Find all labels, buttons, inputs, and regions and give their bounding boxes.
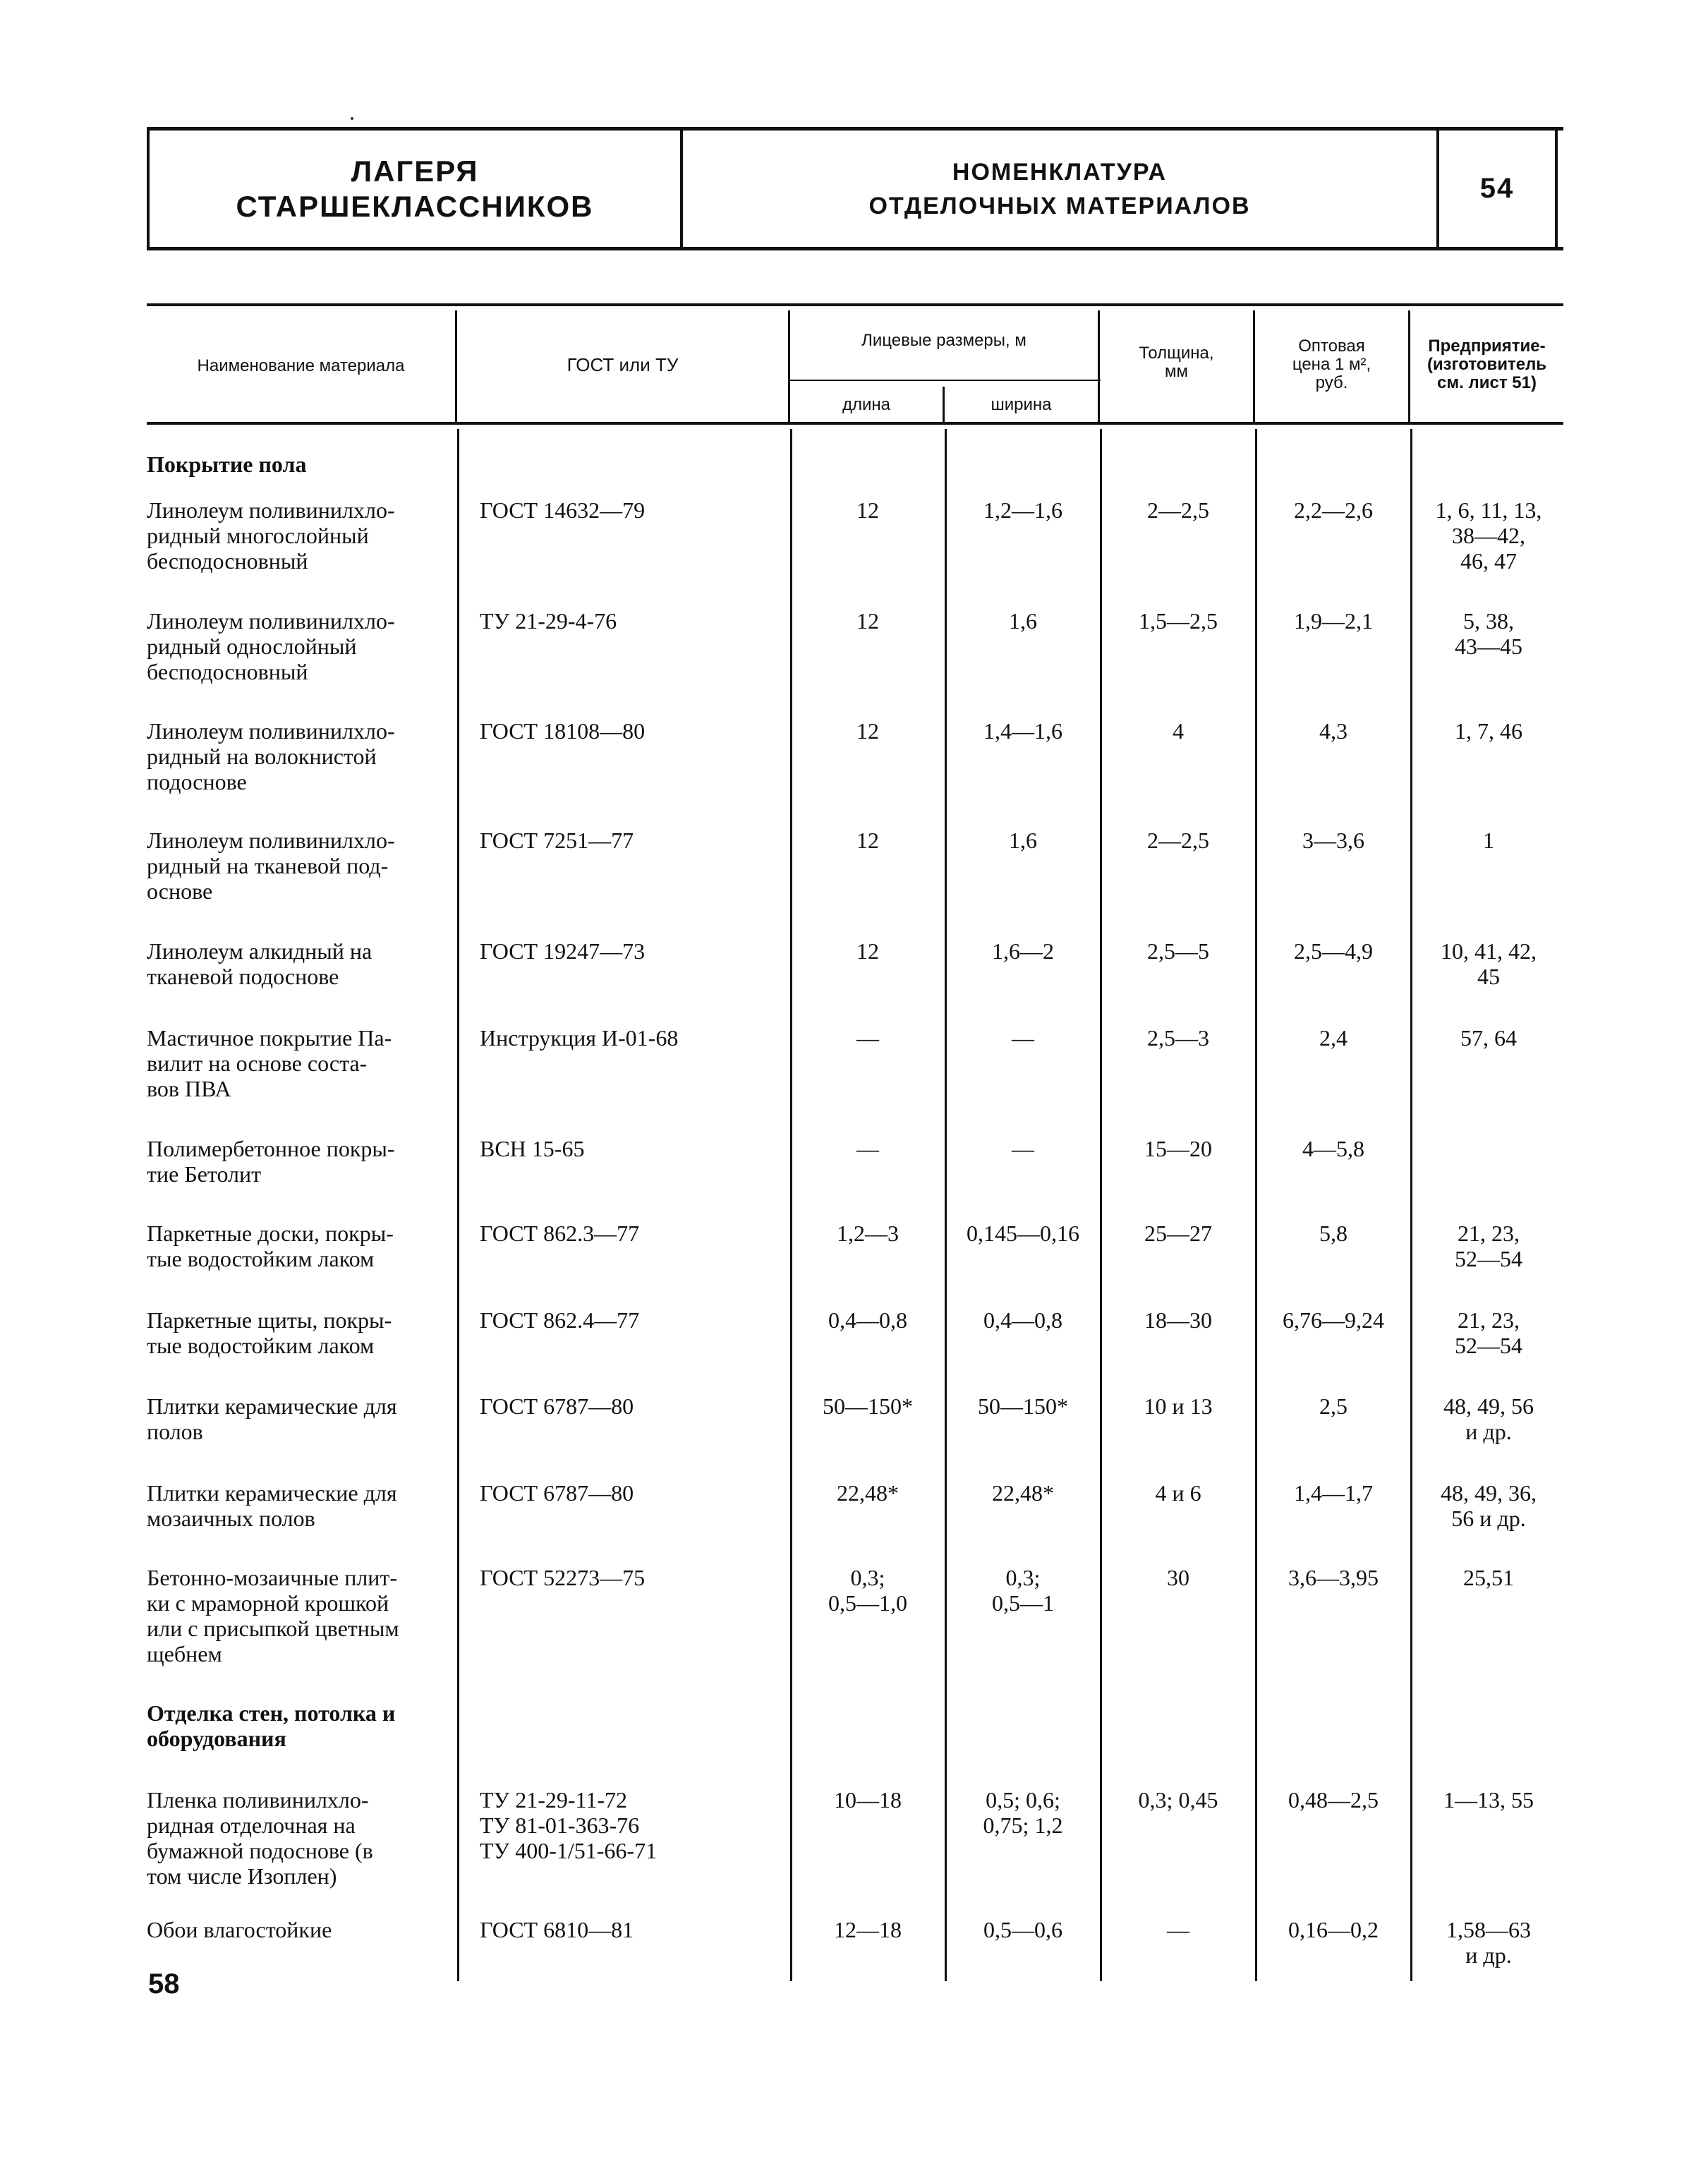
cell-enterprise [1411, 1480, 1566, 1531]
cell-gost-line: ГОСТ 7251—77 [480, 828, 634, 853]
page-number: 58 [148, 1968, 180, 1999]
cell-gost [480, 938, 762, 964]
sheet-number [1439, 131, 1555, 247]
cell-length-line: — [856, 1136, 879, 1161]
cell-length-line: 12 [856, 497, 879, 523]
cell-name-line: бумажной подоснове (в [147, 1838, 373, 1863]
section-title-line: Отделка стен, потолка и [147, 1700, 396, 1726]
cell-width-line: 22,48* [992, 1480, 1054, 1506]
cell-thickness-line: 4 [1173, 718, 1184, 744]
cell-width-line: 0,75; 1,2 [983, 1813, 1063, 1838]
cell-thickness [1101, 828, 1256, 853]
cell-price [1256, 608, 1411, 634]
cell-enterprise-line: 48, 49, 56 [1443, 1393, 1534, 1419]
cell-length [790, 1787, 945, 1813]
cell-gost-line: ГОСТ 52273—75 [480, 1565, 646, 1590]
cell-enterprise [1411, 938, 1566, 989]
cell-price [1256, 1917, 1411, 1942]
cell-length [790, 1917, 945, 1942]
cell-length-line: 0,3; [850, 1565, 885, 1590]
cell-name-line: бесподосновный [147, 548, 308, 574]
cell-enterprise-line: 45 [1477, 964, 1500, 989]
cell-thickness [1101, 718, 1256, 744]
col-rule-6 [1410, 429, 1412, 1981]
cell-name [147, 718, 447, 794]
col-rule-5 [1255, 429, 1257, 1981]
cell-thickness-line: 1,5—2,5 [1139, 608, 1218, 634]
cell-price [1256, 718, 1411, 744]
cell-name-line: Линолеум алкидный на [147, 938, 373, 964]
cell-thickness [1101, 1136, 1256, 1161]
cell-enterprise-line: 5, 38, [1463, 608, 1514, 634]
cell-length [790, 608, 945, 634]
cell-enterprise [1411, 497, 1566, 574]
cell-thickness-line: 2—2,5 [1147, 497, 1209, 523]
cell-enterprise-line: 1 [1483, 828, 1494, 853]
cell-gost [480, 1565, 762, 1590]
cell-price-line: 2,5 [1319, 1393, 1347, 1419]
cell-enterprise-line: 48, 49, 36, [1441, 1480, 1537, 1506]
cell-enterprise-line: 56 и др. [1451, 1506, 1526, 1531]
col-header-name [147, 357, 455, 375]
cell-length-line: 0,5—1,0 [828, 1590, 907, 1616]
cell-name-line: Бетонно-мозаичные плит- [147, 1565, 398, 1590]
cell-width-line: — [1012, 1025, 1034, 1051]
cell-gost-line: ТУ 21-29-4-76 [480, 608, 617, 634]
cell-thickness [1101, 608, 1256, 634]
cell-thickness [1101, 1565, 1256, 1590]
cell-thickness-line: 2,5—3 [1147, 1025, 1209, 1051]
col-header-enterprise-line-1: Предприятие- [1428, 337, 1546, 356]
col-header-thickness-line-2: мм [1165, 362, 1188, 381]
cell-length-line: 12 [856, 718, 879, 744]
series-title-line-1: ЛАГЕРЯ [351, 154, 479, 188]
col-header-price-line-1: Оптовая [1298, 337, 1365, 356]
cell-price [1256, 1565, 1411, 1590]
col-header-length-text: длина [842, 395, 890, 414]
cell-name-line: тие Бетолит [147, 1161, 262, 1187]
cell-price [1256, 1787, 1411, 1813]
cell-width-line: 1,6 [1009, 608, 1037, 634]
cell-enterprise-line: 38—42, [1452, 523, 1525, 548]
cell-length [790, 938, 945, 964]
col-header-thickness [1100, 344, 1253, 381]
section-title-line: оборудования [147, 1726, 286, 1751]
cell-name [147, 1307, 447, 1358]
cell-width [945, 1221, 1101, 1246]
cell-enterprise-line: 1,58—63 [1446, 1917, 1531, 1942]
cell-thickness [1101, 1025, 1256, 1051]
cell-name [147, 608, 447, 684]
cell-price [1256, 1393, 1411, 1419]
cell-length [790, 1221, 945, 1246]
cell-length-line: 12 [856, 938, 879, 964]
cell-enterprise-line: 1, 6, 11, 13, [1435, 497, 1542, 523]
cell-name-line: или с присыпкой цветным [147, 1616, 399, 1641]
cell-price-line: 2,5—4,9 [1294, 938, 1373, 964]
cell-width-line: — [1012, 1136, 1034, 1161]
title-block-bottom-rule [147, 247, 1563, 250]
cell-width [945, 938, 1101, 964]
cell-length-line: 12—18 [834, 1917, 902, 1942]
cell-name [147, 938, 447, 989]
cell-price-line: 1,4—1,7 [1294, 1480, 1373, 1506]
cell-width-line: 0,5; 0,6; [986, 1787, 1060, 1813]
cell-name-line: полов [147, 1419, 203, 1444]
cell-gost-line: ГОСТ 862.4—77 [480, 1307, 640, 1333]
cell-name [147, 1565, 447, 1666]
cell-width [945, 1393, 1101, 1419]
title-block-right-border [1555, 131, 1558, 247]
cell-name-line: Плитки керамические для [147, 1480, 397, 1506]
cell-width-line: 1,2—1,6 [983, 497, 1062, 523]
cell-name-line: Линолеум поливинилхло- [147, 608, 395, 634]
cell-gost [480, 608, 762, 634]
col-header-face-sizes-text: Лицевые размеры, м [861, 331, 1026, 350]
cell-gost [480, 1787, 762, 1863]
cell-price-line: 2,4 [1319, 1025, 1347, 1051]
cell-name [147, 1221, 447, 1271]
cell-thickness-line: 10 и 13 [1144, 1393, 1213, 1419]
cell-price-line: 1,9—2,1 [1294, 608, 1373, 634]
cell-price-line: 6,76—9,24 [1283, 1307, 1384, 1333]
cell-width [945, 828, 1101, 853]
cell-name-line: Плитки керамические для [147, 1393, 397, 1419]
cell-gost [480, 828, 762, 853]
cell-gost-line: ГОСТ 6787—80 [480, 1393, 634, 1419]
cell-gost-line: ТУ 21-29-11-72 [480, 1787, 627, 1813]
cell-gost-line: ТУ 400-1/51-66-71 [480, 1838, 658, 1863]
cell-thickness-line: 2—2,5 [1147, 828, 1209, 853]
section-title-line: Покрытие пола [147, 452, 307, 477]
cell-enterprise [1411, 1307, 1566, 1358]
cell-thickness [1101, 1307, 1256, 1333]
cell-enterprise [1411, 1393, 1566, 1444]
col-header-enterprise-line-3: см. лист 51) [1437, 373, 1537, 392]
col-header-width-text: ширина [991, 395, 1052, 414]
cell-price-line: 4,3 [1319, 718, 1347, 744]
cell-length-line: 10—18 [834, 1787, 902, 1813]
cell-thickness [1101, 1787, 1256, 1813]
cell-width-line: 1,6—2 [992, 938, 1054, 964]
cell-thickness [1101, 497, 1256, 523]
col-rule-4 [1100, 429, 1102, 1981]
cell-gost [480, 1136, 762, 1161]
cell-length-line: 0,4—0,8 [828, 1307, 907, 1333]
cell-gost [480, 1480, 762, 1506]
cell-gost [480, 1393, 762, 1419]
series-title-line-2: СТАРШЕКЛАССНИКОВ [236, 189, 594, 223]
cell-price-line: 2,2—2,6 [1294, 497, 1373, 523]
cell-gost [480, 1221, 762, 1246]
cell-name-line: ридный на волокнистой [147, 744, 377, 769]
cell-name [147, 497, 447, 574]
cell-gost-line: ГОСТ 6787—80 [480, 1480, 634, 1506]
series-title [150, 131, 680, 247]
cell-thickness [1101, 938, 1256, 964]
cell-enterprise-line: 46, 47 [1460, 548, 1517, 574]
cell-name-line: основе [147, 878, 213, 904]
cell-gost-line: ГОСТ 19247—73 [480, 938, 646, 964]
cell-name [147, 1136, 447, 1187]
cell-thickness-line: — [1167, 1917, 1189, 1942]
cell-enterprise-line: 1, 7, 46 [1455, 718, 1522, 744]
cell-name-line: тканевой подоснове [147, 964, 339, 989]
cell-width-line: 0,5—0,6 [983, 1917, 1062, 1942]
cell-thickness [1101, 1221, 1256, 1246]
section-title [147, 1700, 457, 1751]
cell-enterprise [1411, 1917, 1566, 1968]
cell-enterprise [1411, 1787, 1566, 1813]
sheet-title-line-2: ОТДЕЛОЧНЫХ МАТЕРИАЛОВ [868, 192, 1251, 219]
cell-thickness-line: 4 и 6 [1155, 1480, 1201, 1506]
cell-enterprise-line: 43—45 [1455, 634, 1522, 659]
cell-name-line: мозаичных полов [147, 1506, 315, 1531]
cell-length [790, 1025, 945, 1051]
cell-enterprise [1411, 608, 1566, 659]
cell-width-line: 0,145—0,16 [967, 1221, 1079, 1246]
cell-length [790, 1136, 945, 1161]
cell-enterprise-line: 57, 64 [1460, 1025, 1517, 1051]
cell-enterprise [1411, 1025, 1566, 1051]
cell-thickness-line: 25—27 [1144, 1221, 1212, 1246]
col-header-thickness-line-1: Толщина, [1139, 344, 1214, 363]
cell-name-line: подоснове [147, 769, 247, 794]
col-header-face-sizes [790, 332, 1098, 350]
cell-gost-line: ТУ 81-01-363-76 [480, 1813, 640, 1838]
cell-length [790, 1393, 945, 1419]
cell-thickness [1101, 1480, 1256, 1506]
cell-thickness-line: 2,5—5 [1147, 938, 1209, 964]
col-header-name-text: Наименование материала [197, 356, 405, 375]
col-rule-2 [790, 429, 792, 1981]
col-header-price-line-2: цена 1 м², [1292, 355, 1371, 374]
table-top-rule [147, 303, 1563, 306]
cell-price [1256, 1480, 1411, 1506]
cell-length-line: 22,48* [837, 1480, 899, 1506]
col-header-width [945, 396, 1098, 414]
cell-width-line: 50—150* [978, 1393, 1068, 1419]
cell-name-line: ридный многослойный [147, 523, 369, 548]
cell-price-line: 3,6—3,95 [1288, 1565, 1379, 1590]
sheet-number-value: 54 [1479, 173, 1515, 204]
cell-price-line: 5,8 [1319, 1221, 1347, 1246]
cell-enterprise-line: и др. [1465, 1419, 1512, 1444]
col-header-length [790, 396, 943, 414]
col-header-gost [457, 356, 788, 374]
cell-name-line: Паркетные щиты, покры- [147, 1307, 392, 1333]
cell-name-line: Линолеум поливинилхло- [147, 718, 395, 744]
print-speck [351, 117, 353, 120]
cell-name-line: ридный на тканевой под- [147, 853, 389, 878]
cell-name-line: ки с мраморной крошкой [147, 1590, 389, 1616]
cell-width [945, 1565, 1101, 1616]
cell-gost [480, 718, 762, 744]
col-header-price [1255, 337, 1408, 392]
cell-thickness-line: 0,3; 0,45 [1138, 1787, 1218, 1813]
cell-gost-line: ГОСТ 862.3—77 [480, 1221, 640, 1246]
cell-name [147, 1480, 447, 1531]
cell-name-line: тые водостойким лаком [147, 1246, 375, 1271]
cell-name-line: Паркетные доски, покры- [147, 1221, 394, 1246]
col-header-enterprise [1410, 337, 1563, 392]
cell-thickness [1101, 1393, 1256, 1419]
cell-width [945, 1787, 1101, 1838]
cell-name-line: ридная отделочная на [147, 1813, 356, 1838]
cell-enterprise-line: 21, 23, [1458, 1307, 1520, 1333]
cell-enterprise-line: 10, 41, 42, [1441, 938, 1537, 964]
cell-price-line: 0,48—2,5 [1288, 1787, 1379, 1813]
cell-name-line: Линолеум поливинилхло- [147, 497, 395, 523]
cell-name [147, 1917, 447, 1942]
cell-width [945, 1917, 1101, 1942]
cell-length-line: 12 [856, 828, 879, 853]
cell-length [790, 1565, 945, 1616]
cell-width-line: 0,4—0,8 [983, 1307, 1062, 1333]
cell-price [1256, 1025, 1411, 1051]
cell-name-line: Линолеум поливинилхло- [147, 828, 395, 853]
cell-length-line: — [856, 1025, 879, 1051]
cell-price [1256, 1136, 1411, 1161]
cell-gost-line: ГОСТ 14632—79 [480, 497, 646, 523]
cell-width [945, 497, 1101, 523]
cell-price-line: 3—3,6 [1302, 828, 1364, 853]
cell-name [147, 1025, 447, 1101]
cell-name-line: щебнем [147, 1641, 222, 1666]
col-header-price-line-3: руб. [1315, 373, 1348, 392]
cell-width [945, 1025, 1101, 1051]
cell-name-line: Пленка поливинилхло- [147, 1787, 369, 1813]
cell-enterprise-line: 25,51 [1463, 1565, 1514, 1590]
cell-thickness-line: 18—30 [1144, 1307, 1212, 1333]
cell-width-line: 1,4—1,6 [983, 718, 1062, 744]
cell-thickness-line: 30 [1167, 1565, 1189, 1590]
cell-price [1256, 1307, 1411, 1333]
cell-name-line: вов ПВА [147, 1076, 231, 1101]
cell-gost-line: Инструкция И-01-68 [480, 1025, 679, 1051]
cell-width-line: 0,3; [1005, 1565, 1041, 1590]
cell-enterprise [1411, 828, 1566, 853]
cell-width [945, 1480, 1101, 1506]
section-title [147, 452, 457, 477]
cell-gost-line: ГОСТ 6810—81 [480, 1917, 634, 1942]
col-header-enterprise-line-2: (изготовитель [1427, 355, 1547, 374]
cell-enterprise-line: и др. [1465, 1942, 1512, 1968]
cell-width [945, 1307, 1101, 1333]
cell-name-line: Полимербетонное покры- [147, 1136, 395, 1161]
cell-gost [480, 497, 762, 523]
cell-length [790, 828, 945, 853]
cell-thickness [1101, 1917, 1256, 1942]
sheet-title-line-1: НОМЕНКЛАТУРА [952, 158, 1168, 186]
cell-name [147, 1393, 447, 1444]
cell-price [1256, 938, 1411, 964]
cell-name-line: вилит на основе соста- [147, 1051, 368, 1076]
cell-name-line: Мастичное покрытие Па- [147, 1025, 392, 1051]
cell-name-line: Обои влагостойкие [147, 1917, 332, 1942]
cell-name [147, 1787, 447, 1889]
cell-enterprise-line: 52—54 [1455, 1246, 1522, 1271]
cell-name-line: бесподосновный [147, 659, 308, 684]
cell-enterprise [1411, 718, 1566, 744]
cell-price-line: 4—5,8 [1302, 1136, 1364, 1161]
cell-gost [480, 1307, 762, 1333]
cell-length-line: 12 [856, 608, 879, 634]
cell-enterprise-line: 52—54 [1455, 1333, 1522, 1358]
cell-length [790, 1480, 945, 1506]
cell-length [790, 497, 945, 523]
cell-enterprise-line: 21, 23, [1458, 1221, 1520, 1246]
cell-enterprise [1411, 1565, 1566, 1590]
cell-price [1256, 1221, 1411, 1246]
cell-gost [480, 1917, 762, 1942]
cell-name-line: тые водостойким лаком [147, 1333, 375, 1358]
col-header-gost-text: ГОСТ или ТУ [567, 354, 679, 375]
cell-gost [480, 1025, 762, 1051]
face-sizes-sub-rule [790, 380, 1101, 381]
cell-name-line: ридный однослойный [147, 634, 357, 659]
cell-width [945, 718, 1101, 744]
cell-width [945, 608, 1101, 634]
sheet-title [683, 131, 1436, 247]
cell-length-line: 1,2—3 [837, 1221, 899, 1246]
cell-length-line: 50—150* [823, 1393, 913, 1419]
cell-name-line: том числе Изоплен) [147, 1863, 337, 1889]
cell-gost-line: ВСН 15-65 [480, 1136, 585, 1161]
cell-length [790, 718, 945, 744]
col-rule-1 [457, 429, 459, 1981]
cell-gost-line: ГОСТ 18108—80 [480, 718, 646, 744]
col-rule-3 [945, 429, 947, 1981]
cell-width-line: 1,6 [1009, 828, 1037, 853]
table-header-bottom-rule [147, 422, 1563, 425]
cell-width [945, 1136, 1101, 1161]
cell-length [790, 1307, 945, 1333]
cell-price [1256, 828, 1411, 853]
cell-thickness-line: 15—20 [1144, 1136, 1212, 1161]
cell-enterprise [1411, 1221, 1566, 1271]
cell-name [147, 828, 447, 904]
cell-price [1256, 497, 1411, 523]
cell-enterprise-line: 1—13, 55 [1443, 1787, 1534, 1813]
cell-price-line: 0,16—0,2 [1288, 1917, 1379, 1942]
cell-width-line: 0,5—1 [992, 1590, 1054, 1616]
